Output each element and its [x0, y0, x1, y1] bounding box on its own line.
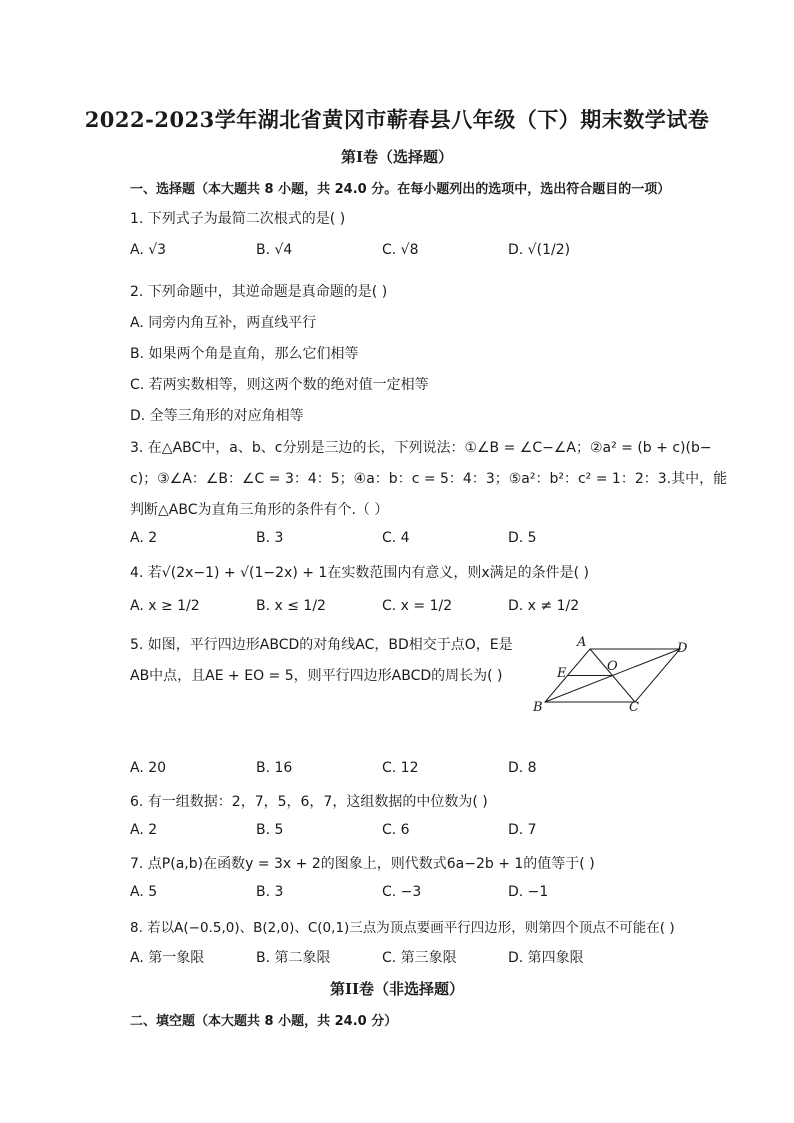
q2-stem: 2. 下列命题中，其逆命题是真命题的是( ) — [130, 284, 388, 300]
q7-option-b: B. 3 — [256, 884, 284, 900]
q3-stem-line1: 3. 在△ABC中，a、b、c分别是三边的长，下列说法：①∠B = ∠C−∠A；②a² = (b + c)(b− — [130, 440, 712, 456]
q6-option-c: C. 6 — [382, 822, 410, 838]
q1-option-a: A. √3 — [130, 242, 167, 258]
q5-stem-line1: 5. 如图，平行四边形ABCD的对角线AC，BD相交于点O，E是 — [130, 637, 513, 653]
q1-option-b: B. √4 — [256, 242, 293, 258]
exam-title: 2022-2023学年湖北省黄冈市蕲春县八年级（下）期末数学试卷 — [84, 107, 710, 132]
q4-option-a: A. x ≥ 1/2 — [130, 598, 200, 614]
q6-option-a: A. 2 — [130, 822, 158, 838]
q6-option-d: D. 7 — [508, 822, 537, 838]
label-d: D — [677, 641, 688, 656]
section2-heading: 二、填空题（本大题共 8 小题，共 24.0 分） — [130, 1014, 398, 1029]
label-o: O — [607, 659, 618, 674]
q3-option-a: A. 2 — [130, 530, 158, 546]
q8-option-b: B. 第二象限 — [256, 950, 331, 966]
q5-option-a: A. 20 — [130, 760, 167, 776]
q5-option-d: D. 8 — [508, 760, 537, 776]
q1-stem: 1. 下列式子为最简二次根式的是( ) — [130, 211, 346, 227]
q2-option-d: D. 全等三角形的对应角相等 — [130, 408, 304, 424]
section1-heading: 一、选择题（本大题共 8 小题，共 24.0 分。在每小题列出的选项中，选出符合题目的一项） — [130, 182, 671, 197]
label-b: B — [533, 700, 543, 714]
q2-option-a: A. 同旁内角互补，两直线平行 — [130, 315, 317, 331]
q7-option-a: A. 5 — [130, 884, 158, 900]
q8-option-d: D. 第四象限 — [508, 950, 584, 966]
q5-option-c: C. 12 — [382, 760, 419, 776]
q7-stem: 7. 点P(a,b)在函数y = 3x + 2的图象上，则代数式6a−2b + 1的值等于( ) — [130, 856, 595, 872]
q5-option-b: B. 16 — [256, 760, 293, 776]
q2-option-b: B. 如果两个角是直角，那么它们相等 — [130, 346, 359, 362]
q3-stem-line2: c)；③∠A：∠B：∠C = 3：4：5；④a：b：c = 5：4：3；⑤a²：b²：c² = 1：2：3.其中，能 — [130, 471, 728, 487]
q6-option-b: B. 5 — [256, 822, 284, 838]
label-c: C — [629, 700, 639, 714]
part2-title: 第II卷（非选择题） — [329, 980, 465, 998]
q3-option-b: B. 3 — [256, 530, 284, 546]
parallelogram-figure — [525, 632, 700, 714]
q4-stem: 4. 若√(2x−1) + √(1−2x) + 1在实数范围内有意义，则x满足的条件是( ) — [130, 565, 589, 581]
label-e: E — [557, 666, 567, 681]
q8-stem: 8. 若以A(−0.5,0)、B(2,0)、C(0,1)三点为顶点要画平行四边形，则第四个顶点不可能在( ) — [130, 920, 675, 936]
q4-option-d: D. x ≠ 1/2 — [508, 598, 580, 614]
label-a: A — [577, 635, 587, 650]
q5-stem-line2: AB中点，且AE + EO = 5，则平行四边形ABCD的周长为( ) — [130, 668, 503, 684]
q3-option-d: D. 5 — [508, 530, 537, 546]
q3-option-c: C. 4 — [382, 530, 410, 546]
q4-option-b: B. x ≤ 1/2 — [256, 598, 326, 614]
q6-stem: 6. 有一组数据：2，7，5，6，7，这组数据的中位数为( ) — [130, 794, 488, 810]
q1-option-d: D. √(1/2) — [508, 242, 571, 258]
q1-option-c: C. √8 — [382, 242, 419, 258]
q8-option-c: C. 第三象限 — [382, 950, 457, 966]
q8-option-a: A. 第一象限 — [130, 950, 205, 966]
q7-option-d: D. −1 — [508, 884, 549, 900]
q7-option-c: C. −3 — [382, 884, 422, 900]
part1-title: 第I卷（选择题） — [340, 148, 454, 166]
q3-stem-line3: 判断△ABC为直角三角形的条件有个.（ ） — [130, 502, 389, 518]
q4-option-c: C. x = 1/2 — [382, 598, 453, 614]
q2-option-c: C. 若两实数相等，则这两个数的绝对值一定相等 — [130, 377, 429, 393]
